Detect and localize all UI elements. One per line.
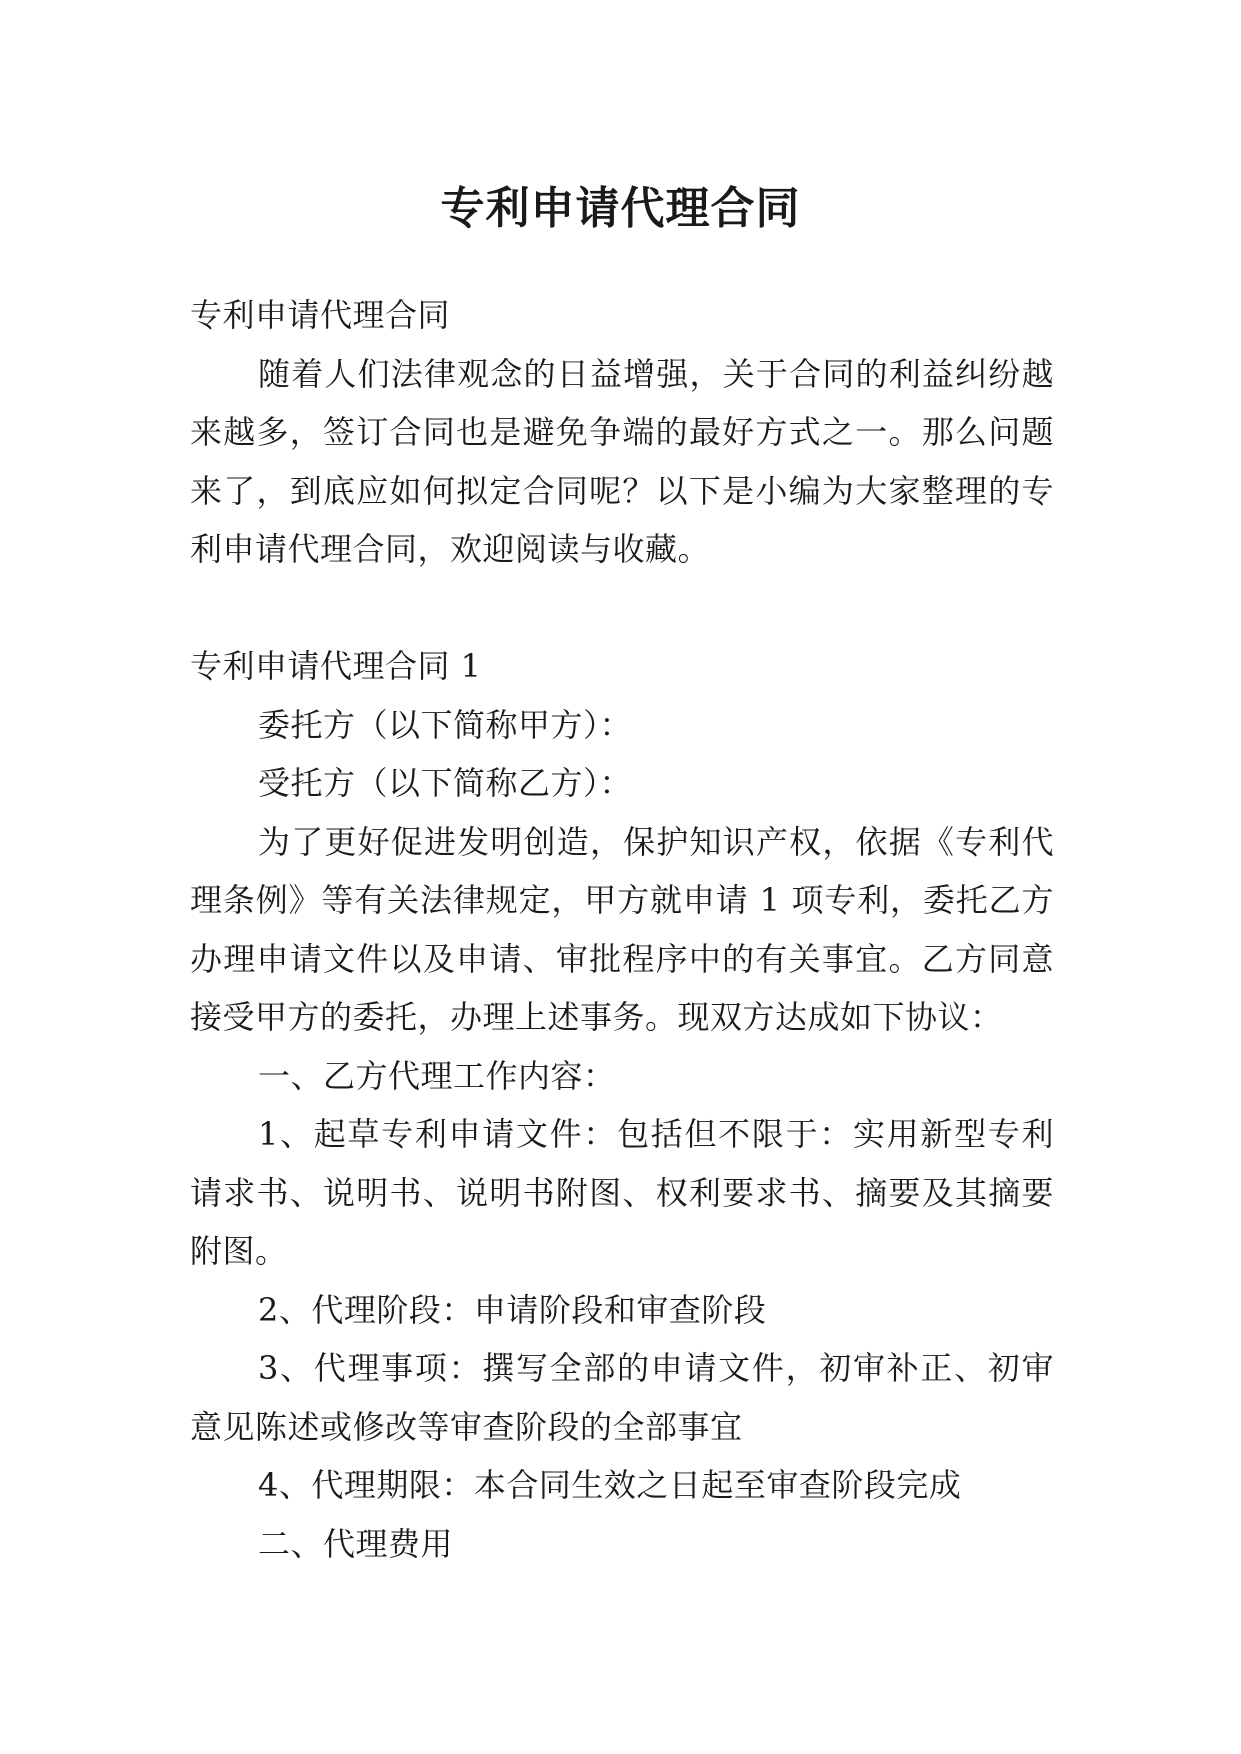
paragraph-preamble: 为了更好促进发明创造，保护知识产权，依据《专利代理条例》等有关法律规定，甲方就申请 1 项专利，委托乙方办理申请文件以及申请、审批程序中的有关事宜。乙方同意接受甲方的委托，办理上述事务。现双方达成如下协议：	[190, 822, 1054, 1036]
section-heading-fees: 二、代理费用	[258, 1524, 454, 1563]
clause-4: 4、代理期限：本合同生效之日起至审查阶段完成	[258, 1466, 962, 1504]
clause-1: 1、起草专利申请文件：包括但不限于：实用新型专利请求书、说明书、说明书附图、权利要求书、摘要及其摘要附图。	[190, 1115, 1054, 1270]
paragraph-intro: 随着人们法律观念的日益增强，关于合同的利益纠纷越来越多，签订合同也是避免争端的最好方式之一。那么问题来了，到底应如何拟定合同呢？以下是小编为大家整理的专利申请代理合同，欢迎阅读与收藏。	[190, 354, 1054, 568]
paragraph-agent: 受托方（以下简称乙方）：	[258, 764, 633, 802]
document-title: 专利申请代理合同	[440, 183, 801, 235]
paragraph-principal: 委托方（以下简称甲方）：	[258, 705, 633, 744]
section-heading-work-content: 一、乙方代理工作内容：	[258, 1056, 616, 1095]
paragraph-heading: 专利申请代理合同	[190, 296, 451, 334]
clause-2: 2、代理阶段：申请阶段和审查阶段	[258, 1290, 767, 1329]
clause-3: 3、代理事项：撰写全部的申请文件，初审补正、初审意见陈述或修改等审查阶段的全部事宜	[190, 1349, 1054, 1446]
paragraph-contract-heading: 专利申请代理合同 1	[190, 647, 482, 685]
document-body	[190, 286, 1054, 1573]
